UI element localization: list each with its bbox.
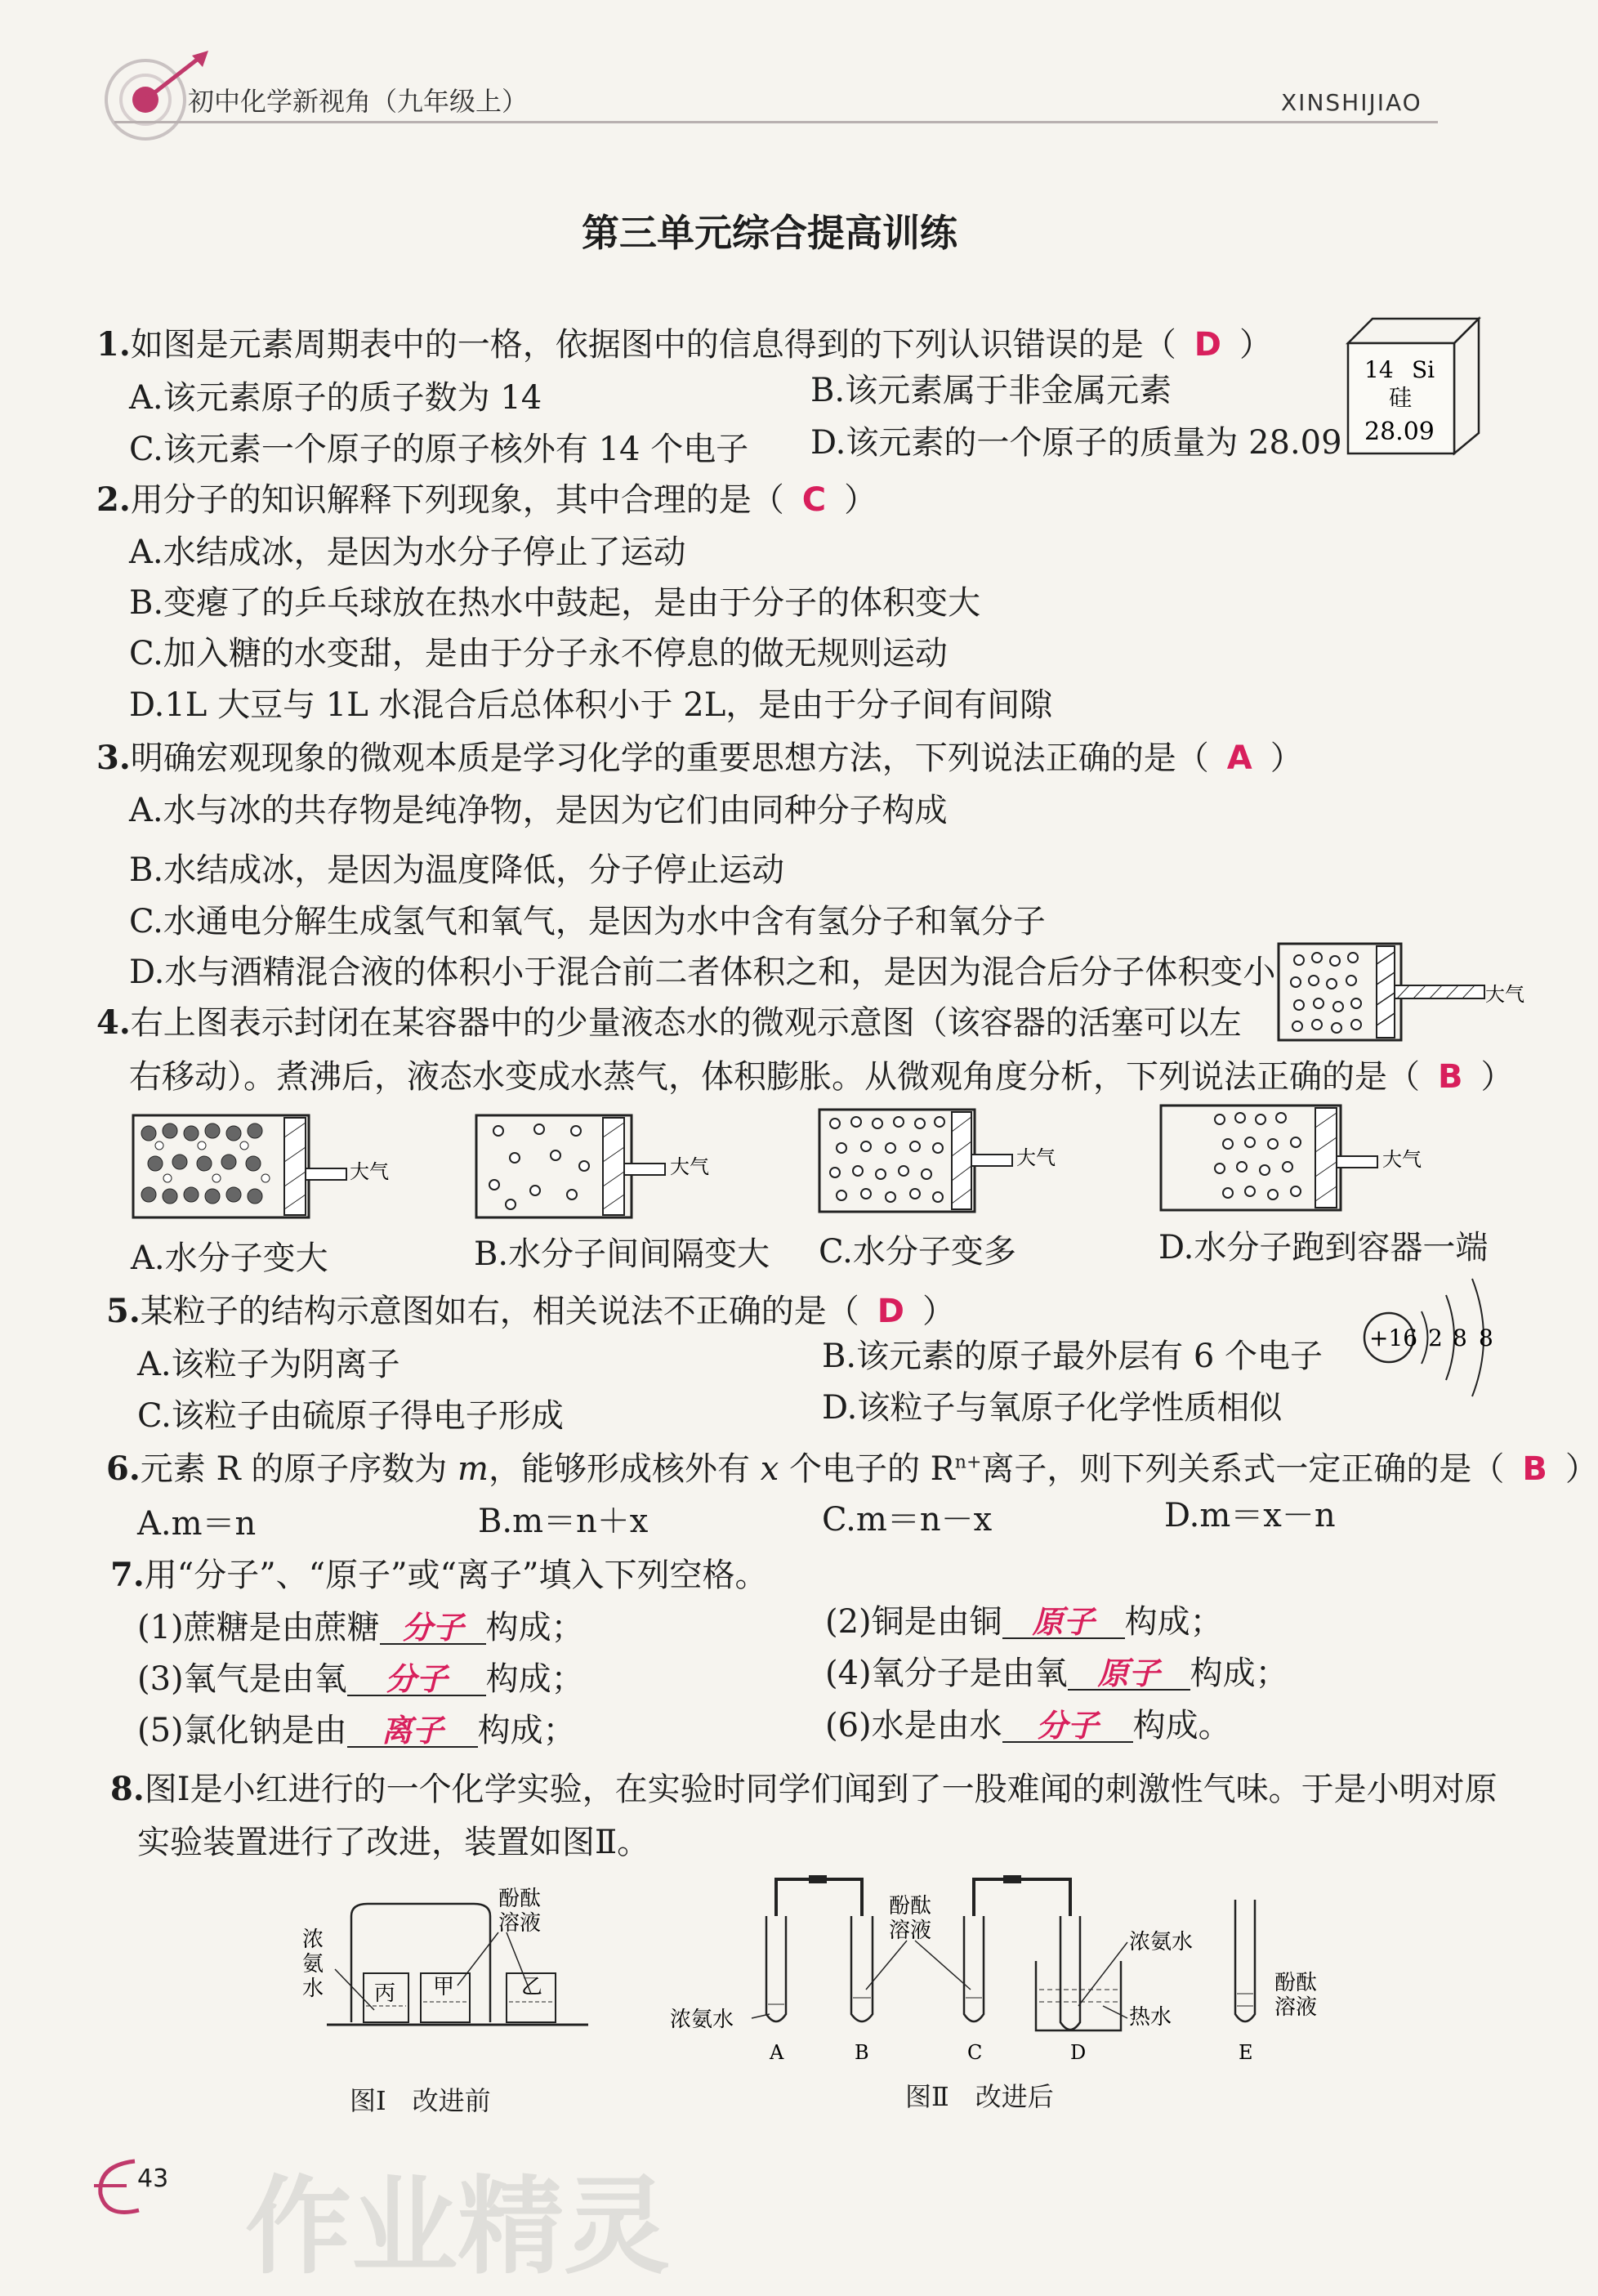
- option-c: C.该元素一个原子的原子核外有 14 个电子: [129, 431, 749, 468]
- question-stem: 用分子的知识解释下列现象，其中合理的是（: [130, 481, 784, 519]
- answer-mark: B: [1438, 1058, 1463, 1096]
- charge-superscript: n+: [954, 1452, 982, 1473]
- bracket-close: ）: [1239, 326, 1272, 364]
- tube-label-b: B: [855, 2041, 869, 2064]
- fig1-solution-label: 溶液: [498, 1911, 542, 1936]
- atmosphere-label: 大气: [1382, 1148, 1422, 1171]
- fill-suffix: 构成；: [485, 1609, 584, 1646]
- option-b: B.水结成冰，是因为温度降低，分子停止运动: [129, 851, 785, 889]
- option-a-figure: [131, 1113, 392, 1221]
- question-number: 5.: [106, 1292, 141, 1330]
- option-a: A.该粒子为阴离子: [137, 1346, 400, 1383]
- figure-1-caption: 图Ⅰ 改进前: [350, 2085, 491, 2116]
- fill-prefix: (2)铜是由铜: [825, 1603, 1002, 1641]
- option-d: D.m＝x－n: [1164, 1497, 1336, 1534]
- fig1-water-label: 水: [302, 1977, 324, 2001]
- fill-prefix: (6)水是由水: [825, 1707, 1002, 1744]
- shell-3: 8: [1479, 1324, 1493, 1351]
- element-name: 硅: [1389, 384, 1413, 411]
- nucleus-charge: +16: [1369, 1324, 1418, 1351]
- question-stem: 如图是元素周期表中的一格，依据图中的信息得到的下列认识错误的是（: [130, 326, 1176, 364]
- answer-mark: D: [1194, 326, 1221, 364]
- fill-prefix: (3)氧气是由氧: [137, 1660, 347, 1698]
- figure-2-caption: 图Ⅱ 改进后: [905, 2081, 1054, 2112]
- question-stem: 个电子的 R: [779, 1450, 955, 1488]
- answer-mark: B: [1522, 1450, 1547, 1488]
- fig2-solution-label-e: 溶液: [1274, 1995, 1318, 2020]
- fill-suffix: 构成。: [1132, 1707, 1231, 1744]
- option-b-figure: [474, 1113, 719, 1221]
- fill-suffix: 构成；: [1190, 1655, 1288, 1692]
- option-b: B.m＝n＋x: [478, 1503, 649, 1540]
- bracket-close: ）: [1270, 739, 1303, 777]
- fig2-conc-ammonia-left: 浓氨水: [670, 2008, 734, 2032]
- option-a: A.水分子变大: [131, 1240, 328, 1277]
- option-c: C.水通电分解生成氢气和氧气，是因为水中含有氢分子和氧分子: [129, 903, 1046, 940]
- question-number: 7.: [110, 1556, 145, 1594]
- fill-answer: 原子: [1002, 1606, 1125, 1639]
- figure-1-before-improvement: [302, 1887, 613, 2075]
- fill-suffix: 构成；: [1124, 1603, 1223, 1641]
- option-d: D.水分子跑到容器一端: [1158, 1229, 1489, 1266]
- question-stem: 右上图表示封闭在某容器中的少量液态水的微观示意图（该容器的活塞可以左: [130, 1004, 1242, 1042]
- tube-label-a: A: [770, 2041, 784, 2064]
- bracket-close: ）: [922, 1293, 955, 1330]
- question-number: 6.: [106, 1450, 141, 1488]
- option-c: C.该粒子由硫原子得电子形成: [137, 1397, 564, 1435]
- atmosphere-label: 大气: [1485, 983, 1524, 1006]
- fig2-hot-water-label: 热水: [1129, 2005, 1172, 2030]
- fill-answer: 分子: [1002, 1710, 1133, 1743]
- question-number: 4.: [96, 1003, 131, 1042]
- element-symbol: Si: [1412, 356, 1435, 383]
- page-number: 43: [137, 2164, 169, 2193]
- question-stem: 离子，则下列关系式一定正确的是（: [981, 1450, 1505, 1488]
- option-c-figure: [817, 1107, 1078, 1215]
- question-number: 3.: [96, 739, 131, 777]
- fig2-solution-label: 溶液: [889, 1919, 932, 1943]
- question-stem: 明确宏观现象的微观本质是学习化学的重要思想方法，下列说法正确的是（: [130, 739, 1209, 777]
- fig1-phenol-label: 酚酞: [498, 1887, 542, 1911]
- question-number: 8.: [110, 1770, 145, 1808]
- option-d: D.该元素的一个原子的质量为 28.09: [810, 424, 1342, 462]
- answer-mark: C: [801, 481, 827, 519]
- shell-1: 2: [1428, 1324, 1443, 1351]
- question-number: 1.: [96, 325, 131, 364]
- question-stem-continued: 右移动）。煮沸后，液态水变成水蒸气，体积膨胀。从微观角度分析，下列说法正确的是（: [129, 1058, 1420, 1096]
- beaker-label: 甲: [433, 1975, 455, 1999]
- tube-label-d: D: [1070, 2041, 1087, 2064]
- fill-prefix: (1)蔗糖是由蔗糖: [137, 1609, 380, 1646]
- answer-mark: A: [1226, 739, 1252, 777]
- fill-answer: 原子: [1068, 1658, 1190, 1691]
- variable-m: m: [458, 1450, 489, 1488]
- fill-suffix: 构成；: [485, 1660, 584, 1698]
- question-stem: 用“分子”、“原子”或“离子”填入下列空格。: [144, 1557, 768, 1594]
- fill-suffix: 构成；: [477, 1712, 576, 1749]
- option-d: D.1L 大豆与 1L 水混合后总体积小于 2L，是由于分子间有间隙: [129, 686, 1053, 724]
- option-b: B.该元素的原子最外层有 6 个电子: [822, 1338, 1323, 1375]
- shell-2: 8: [1453, 1324, 1467, 1351]
- watermark: 作业精灵: [245, 2164, 671, 2289]
- ion-structure-figure: [1356, 1271, 1511, 1409]
- fig2-phenol-label-e: 酚酞: [1274, 1971, 1318, 1995]
- question-stem: 图Ⅰ是小红进行的一个化学实验，在实验时同学们闻到了一股难闻的刺激性气味。于是小明对原: [144, 1771, 1498, 1808]
- atmosphere-label: 大气: [350, 1160, 389, 1183]
- section-title: 第三单元综合提高训练: [582, 211, 957, 255]
- option-c: C.m＝n－x: [822, 1501, 993, 1539]
- beaker-label: 丙: [374, 1981, 396, 2006]
- option-d-figure: [1158, 1103, 1428, 1217]
- liquid-water-container-figure: [1274, 940, 1524, 1046]
- fill-answer: 分子: [347, 1664, 486, 1696]
- atmosphere-label: 大气: [1016, 1146, 1056, 1169]
- fig1-conc-label: 浓: [302, 1927, 324, 1952]
- question-stem: 某粒子的结构示意图如右，相关说法不正确的是（: [140, 1293, 859, 1330]
- element-mass: 28.09: [1364, 418, 1435, 446]
- question-stem: 元素 R 的原子序数为: [140, 1450, 458, 1488]
- option-a: A.水与冰的共存物是纯净物，是因为它们由同种分子构成: [129, 792, 948, 829]
- option-c: C.加入糖的水变甜，是由于分子永不停息的做无规则运动: [129, 635, 948, 672]
- option-b: B.水分子间间隔变大: [474, 1235, 770, 1273]
- fig1-ammonia-label: 氨: [302, 1952, 324, 1977]
- fill-prefix: (5)氯化钠是由: [137, 1712, 347, 1749]
- question-stem-continued: 实验装置进行了改进，装置如图Ⅱ。: [137, 1824, 650, 1861]
- option-b: B.变瘪了的乒乓球放在热水中鼓起，是由于分子的体积变大: [129, 584, 981, 622]
- fill-answer: 离子: [347, 1715, 478, 1748]
- tube-label-e: E: [1239, 2041, 1253, 2064]
- fig2-phenol-label: 酚酞: [889, 1894, 932, 1919]
- option-d: D.该粒子与氧原子化学性质相似: [822, 1389, 1283, 1427]
- book-title: 初中化学新视角（九年级上）: [188, 86, 529, 117]
- option-a: A.水结成冰，是因为水分子停止了运动: [129, 534, 686, 571]
- figure-2-after-improvement: [670, 1867, 1348, 2079]
- option-d: D.水与酒精混合液的体积小于混合前二者体积之和，是因为混合后分子体积变小: [129, 954, 1276, 991]
- variable-x: x: [760, 1450, 779, 1488]
- option-b: B.该元素属于非金属元素: [810, 372, 1172, 409]
- fill-answer: 分子: [380, 1612, 486, 1645]
- brand-name: XINSHIJIAO: [1281, 89, 1422, 116]
- bracket-close: ）: [844, 481, 877, 519]
- question-stem: ，能够形成核外有: [488, 1450, 761, 1488]
- option-c: C.水分子变多: [819, 1233, 1016, 1271]
- element-cell-figure: [1340, 310, 1487, 458]
- tube-label-c: C: [967, 2041, 983, 2064]
- option-a: A.m＝n: [137, 1505, 257, 1543]
- element-number: 14: [1364, 356, 1394, 383]
- fill-prefix: (4)氧分子是由氧: [825, 1655, 1068, 1692]
- bracket-close: ）: [1480, 1058, 1514, 1096]
- option-a: A.该元素原子的质子数为 14: [129, 379, 542, 417]
- bracket-close: ）: [1565, 1450, 1598, 1488]
- atmosphere-label: 大气: [670, 1155, 709, 1178]
- beaker-label: 乙: [521, 1975, 543, 1999]
- answer-mark: D: [877, 1293, 904, 1330]
- question-number: 2.: [96, 480, 131, 519]
- fig2-conc-ammonia-right: 浓氨水: [1129, 1930, 1194, 1954]
